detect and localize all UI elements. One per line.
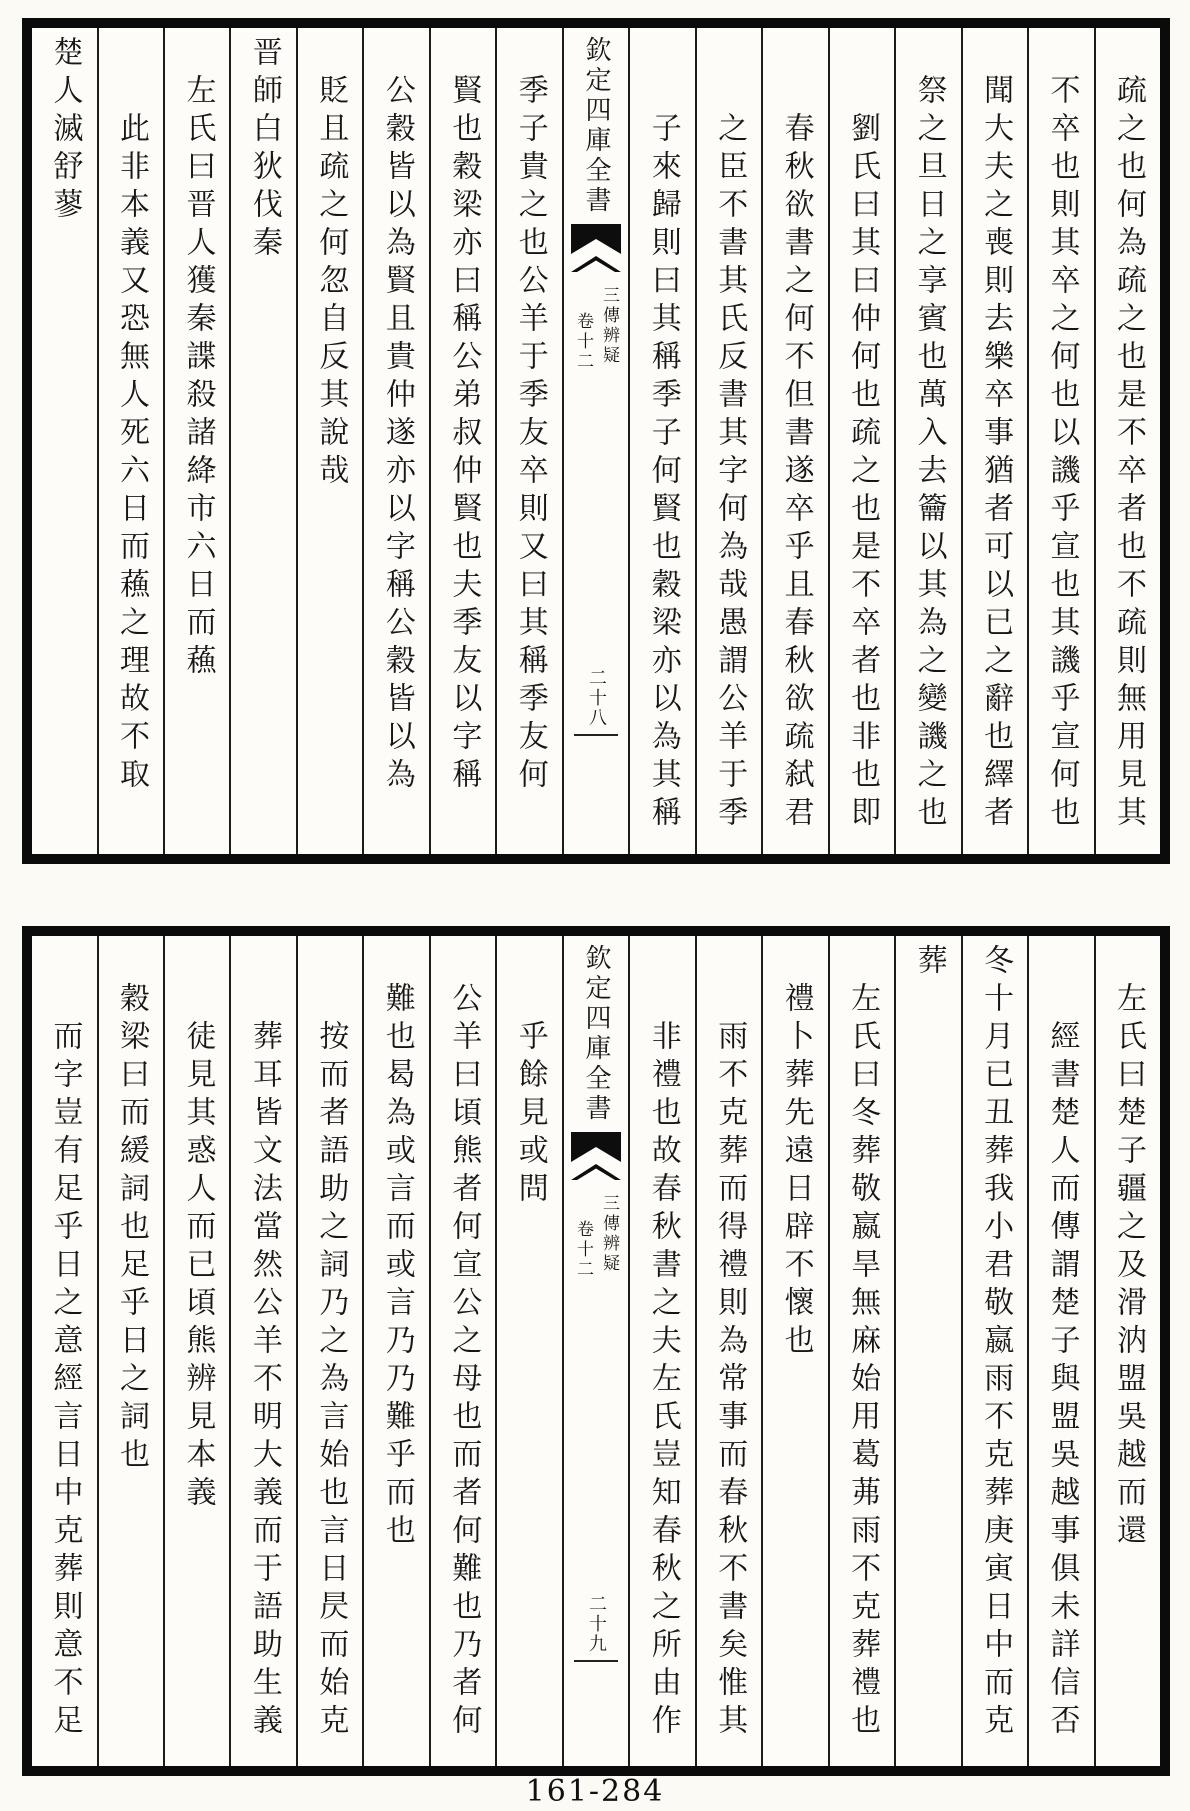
text-column: 非禮也故春秋書之夫左氏豈知春秋之所由作: [628, 936, 694, 1766]
folio-rule: [574, 1660, 618, 1662]
folio: [574, 668, 618, 736]
folio-number: 二十八: [586, 668, 608, 728]
text-column: 楚人滅舒蓼: [47, 36, 83, 226]
folio-rule: [574, 734, 618, 736]
text-column: 貶且疏之何忽自反其說哉: [296, 28, 362, 854]
text-column: 按而者語助之詞乃之為言始也言日昃而始克: [296, 936, 362, 1766]
subtitle-row: [572, 1194, 620, 1280]
fishtail-icon: [571, 224, 621, 254]
text-column: 晋師白狄伐秦: [229, 28, 295, 854]
text-column: 公穀皆以為賢且貴仲遂亦以字稱公穀皆以為: [362, 28, 428, 854]
text-column: 之臣不書其氏反書其字何為哉愚謂公羊于季: [695, 28, 761, 854]
book-title: 三傳辨疑: [599, 286, 620, 366]
text-column: 子來歸則曰其稱季子何賢也穀梁亦以為其稱: [628, 28, 694, 854]
volume-label: 卷十二: [573, 312, 594, 372]
folio: [574, 1594, 618, 1662]
text-column: 公羊曰頃熊者何宣公之母也而者何難也乃者何: [429, 936, 495, 1766]
center-title-column: [562, 936, 628, 1766]
center-title-column: [562, 28, 628, 854]
text-column: 春秋欲書之何不但書遂卒乎且春秋欲疏弑君: [761, 28, 827, 854]
text-column: 葬: [894, 936, 960, 1766]
top-text-block: [22, 18, 1170, 864]
text-column: 左氏曰晋人獲秦諜殺諸絳市六日而蘓: [163, 28, 229, 854]
text-column: 雨不克葬而得禮則為常事而春秋不書矣惟其: [695, 936, 761, 1766]
book-title: 三傳辨疑: [599, 1194, 620, 1274]
series-title: 欽定四庫全書: [581, 36, 612, 216]
text-column: 聞大夫之喪則去樂卒事猶者可以已之辭也繹者: [961, 28, 1027, 854]
text-column: 徒見其惑人而已頃熊辨見本義: [163, 936, 229, 1766]
text-column: 賢也穀梁亦曰稱公弟叔仲賢也夫季友以字稱: [429, 28, 495, 854]
fishtail-chevron-icon: [571, 1164, 621, 1180]
text-column: 乎餘見或問: [495, 936, 561, 1766]
text-column: 此非本義又恐無人死六日而蘓之理故不取: [97, 28, 163, 854]
text-column: 禮卜葬先遠日辟不懷也: [761, 936, 827, 1766]
text-column: 而字豈有足乎日之意經言日中克葬則意不足: [47, 1020, 83, 1742]
text-column: 左氏曰冬葬敬嬴旱無麻始用葛茀雨不克葬禮也: [828, 936, 894, 1766]
text-column: 難也曷為或言而或言乃乃難乎而也: [362, 936, 428, 1766]
fishtail-icon: [571, 1132, 621, 1162]
series-title: 欽定四庫全書: [581, 944, 612, 1124]
page-number-footer: 161-284: [525, 1774, 665, 1809]
text-column: 疏之也何為疏之也是不卒者也不疏則無用見其: [1094, 28, 1160, 854]
text-column: 不卒也則其卒之何也以譏乎宣也其譏乎宣何也: [1027, 28, 1093, 854]
text-column: 祭之旦日之享賓也萬入去籥以其為之變譏之也: [894, 28, 960, 854]
fishtail-chevron-icon: [571, 256, 621, 272]
bottom-text-block: [22, 926, 1170, 1776]
text-column: 劉氏曰其曰仲何也疏之也是不卒者也非也即: [828, 28, 894, 854]
text-column: 季子貴之也公羊于季友卒則又曰其稱季友何: [495, 28, 561, 854]
text-column: 冬十月已丑葬我小君敬嬴雨不克葬庚寅日中而克: [961, 936, 1027, 1766]
text-column: 左氏曰楚子疆之及滑汭盟吳越而還: [1094, 936, 1160, 1766]
text-column: 經書楚人而傳謂楚子與盟吳越事俱未詳信否: [1027, 936, 1093, 1766]
folio-number: 二十九: [586, 1594, 608, 1654]
subtitle-row: [572, 286, 620, 372]
text-column: 穀梁曰而緩詞也足乎日之詞也: [97, 936, 163, 1766]
text-column: 葬耳皆文法當然公羊不明大義而于語助生義: [229, 936, 295, 1766]
volume-label: 卷十二: [573, 1220, 594, 1280]
